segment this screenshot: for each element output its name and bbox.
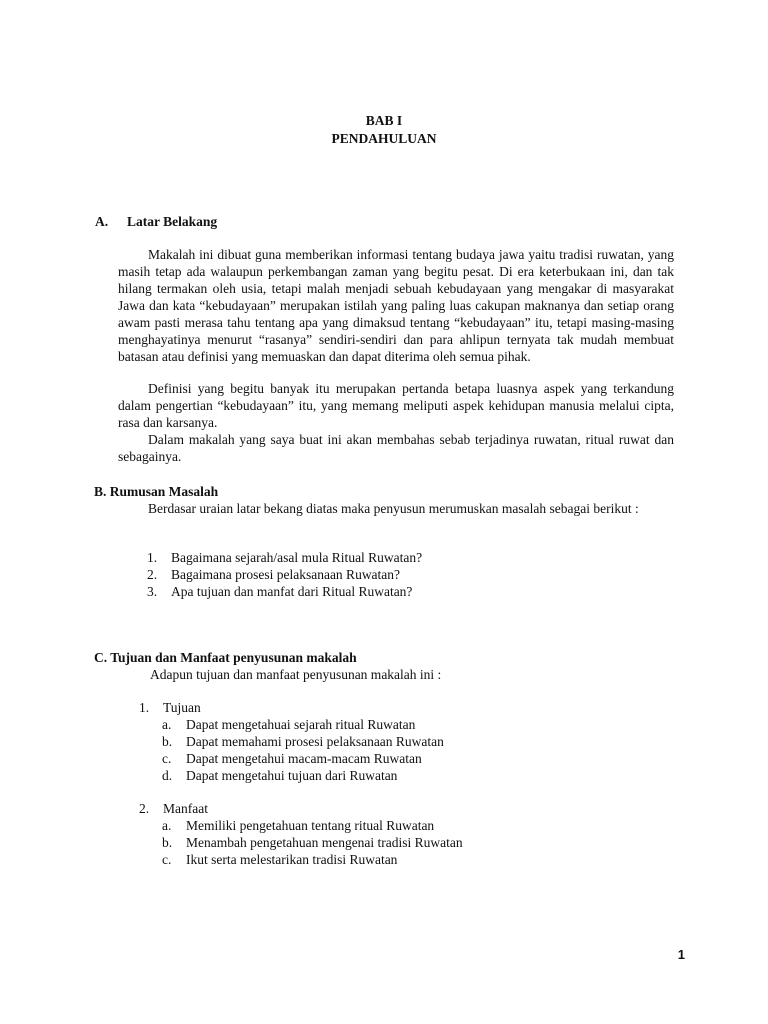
list-item-number: 1. — [147, 550, 158, 565]
sub-list-label: Tujuan — [163, 700, 201, 715]
list-item-text: Dapat mengetahui tujuan dari Ruwatan — [186, 768, 398, 783]
list-item — [162, 716, 415, 733]
list-item-letter: d. — [162, 768, 173, 783]
list-item-number: 2. — [147, 567, 158, 582]
sub-list-heading — [139, 699, 201, 716]
chapter-number: BAB I — [365, 113, 403, 128]
section-a-paragraph: Dalam makalah yang saya buat ini akan membahas sebab terjadinya ruwatan, ritual ruwat dan sebagainya. — [118, 432, 674, 464]
list-item — [162, 733, 444, 750]
list-item-letter: b. — [162, 835, 173, 850]
section-c-intro: Adapun tujuan dan manfaat penyusunan makalah ini : — [150, 667, 442, 682]
list-item — [147, 549, 422, 566]
section-c-title: C. Tujuan dan Manfaat penyusunan makalah — [94, 650, 357, 665]
list-item-text: Dapat mengetahuai sejarah ritual Ruwatan — [186, 717, 416, 732]
list-item — [162, 750, 422, 767]
sub-list-number: 2. — [139, 801, 150, 816]
section-a-marker: A. — [95, 214, 109, 229]
list-item — [162, 851, 397, 868]
list-item-text: Apa tujuan dan manfat dari Ritual Ruwatan? — [171, 584, 413, 599]
section-b-title: B. Rumusan Masalah — [94, 484, 219, 499]
page-number: 1 — [677, 947, 685, 962]
section-a-paragraph: Definisi yang begitu banyak itu merupakan pertanda betapa luasnya aspek yang terkandung dalam pengertian “kebudayaan” itu, yang memang meliputi aspek kehidupan manusia melalui cipta, rasa dan karsanya. — [118, 381, 674, 430]
list-item — [162, 817, 434, 834]
list-item-letter: b. — [162, 734, 173, 749]
section-b-intro: Berdasar uraian latar bekang diatas maka penyusun merumuskan masalah sebagai berikut : — [148, 501, 639, 516]
list-item-text: Bagaimana sejarah/asal mula Ritual Ruwatan? — [171, 550, 423, 565]
list-item-letter: c. — [162, 852, 172, 867]
list-item-letter: a. — [162, 818, 172, 833]
list-item-text: Dapat mengetahui macam-macam Ruwatan — [186, 751, 422, 766]
list-item-letter: c. — [162, 751, 172, 766]
list-item — [162, 834, 463, 851]
list-item-text: Memiliki pengetahuan tentang ritual Ruwatan — [186, 818, 435, 833]
sub-list-label: Manfaat — [163, 801, 208, 816]
list-item-letter: a. — [162, 717, 172, 732]
list-item — [147, 566, 400, 583]
list-item-text: Dapat memahami prosesi pelaksanaan Ruwatan — [186, 734, 444, 749]
list-item — [147, 583, 412, 600]
section-a-title: Latar Belakang — [127, 214, 218, 229]
list-item-text: Menambah pengetahuan mengenai tradisi Ruwatan — [186, 835, 463, 850]
list-item-text: Ikut serta melestarikan tradisi Ruwatan — [186, 852, 398, 867]
section-a-paragraph: Makalah ini dibuat guna memberikan informasi tentang budaya jawa yaitu tradisi ruwatan, yang masih tetap ada walaupun perkembangan zaman yang begitu pesat. Di era keterbukaan ini, dan tak hilang termakan oleh usia, tetapi malah menjadi sebuah kebudayaan yang mengakar di masyarakat Jawa dan kata “kebudayaan” merupakan istilah yang paling luas cakupan maknanya dan setiap orang awam pasti merasa tahu tentang apa yang dimaksud tentang “kebudayaan” itu, tetapi masing-masing menghayatinya menurut “rasanya” sendiri-sendiri dan para ahlipun ternyata tak mudah membuat batasan atau definisi yang memuaskan dan dapat diterima oleh semua pihak. — [118, 247, 674, 364]
sub-list-heading — [139, 800, 208, 817]
list-item-number: 3. — [147, 584, 158, 599]
list-item — [162, 767, 397, 784]
chapter-title: PENDAHULUAN — [331, 131, 437, 146]
sub-list-number: 1. — [139, 700, 150, 715]
list-item-text: Bagaimana prosesi pelaksanaan Ruwatan? — [171, 567, 401, 582]
